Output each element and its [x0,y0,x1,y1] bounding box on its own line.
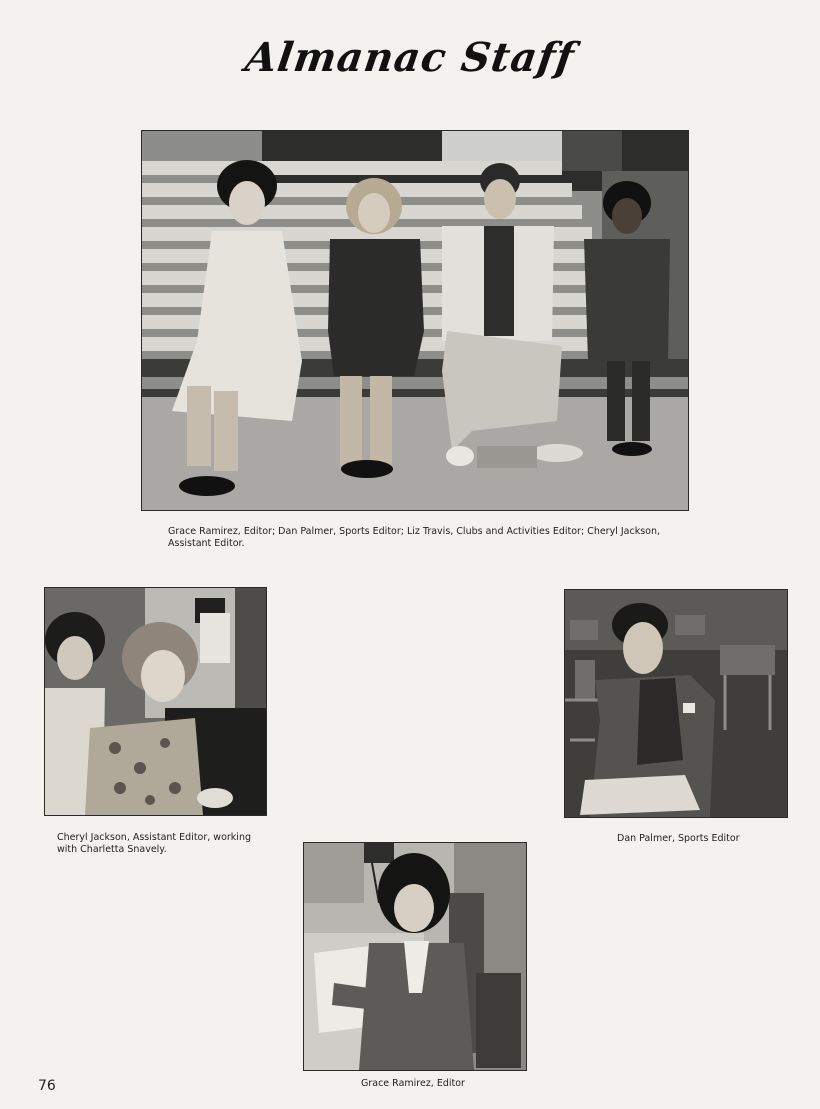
group-photo-caption: Grace Ramirez, Editor; Dan Palmer, Sports Editor; Liz Travis, Clubs and Activities Editor; Cheryl Jackson, Assistant Editor. [168,526,661,549]
dan-photo [564,589,788,818]
group-photo [141,130,689,511]
dan-photo-caption: Dan Palmer, Sports Editor [617,833,740,844]
cheryl-photo [44,587,267,816]
page-number: 76 [38,1078,56,1094]
grace-photo [303,842,527,1071]
grace-photo-caption: Grace Ramirez, Editor [361,1078,465,1089]
cheryl-photo-caption: Cheryl Jackson, Assistant Editor, working with Charletta Snavely. [57,832,251,855]
page-title: Almanac Staff [242,34,578,81]
